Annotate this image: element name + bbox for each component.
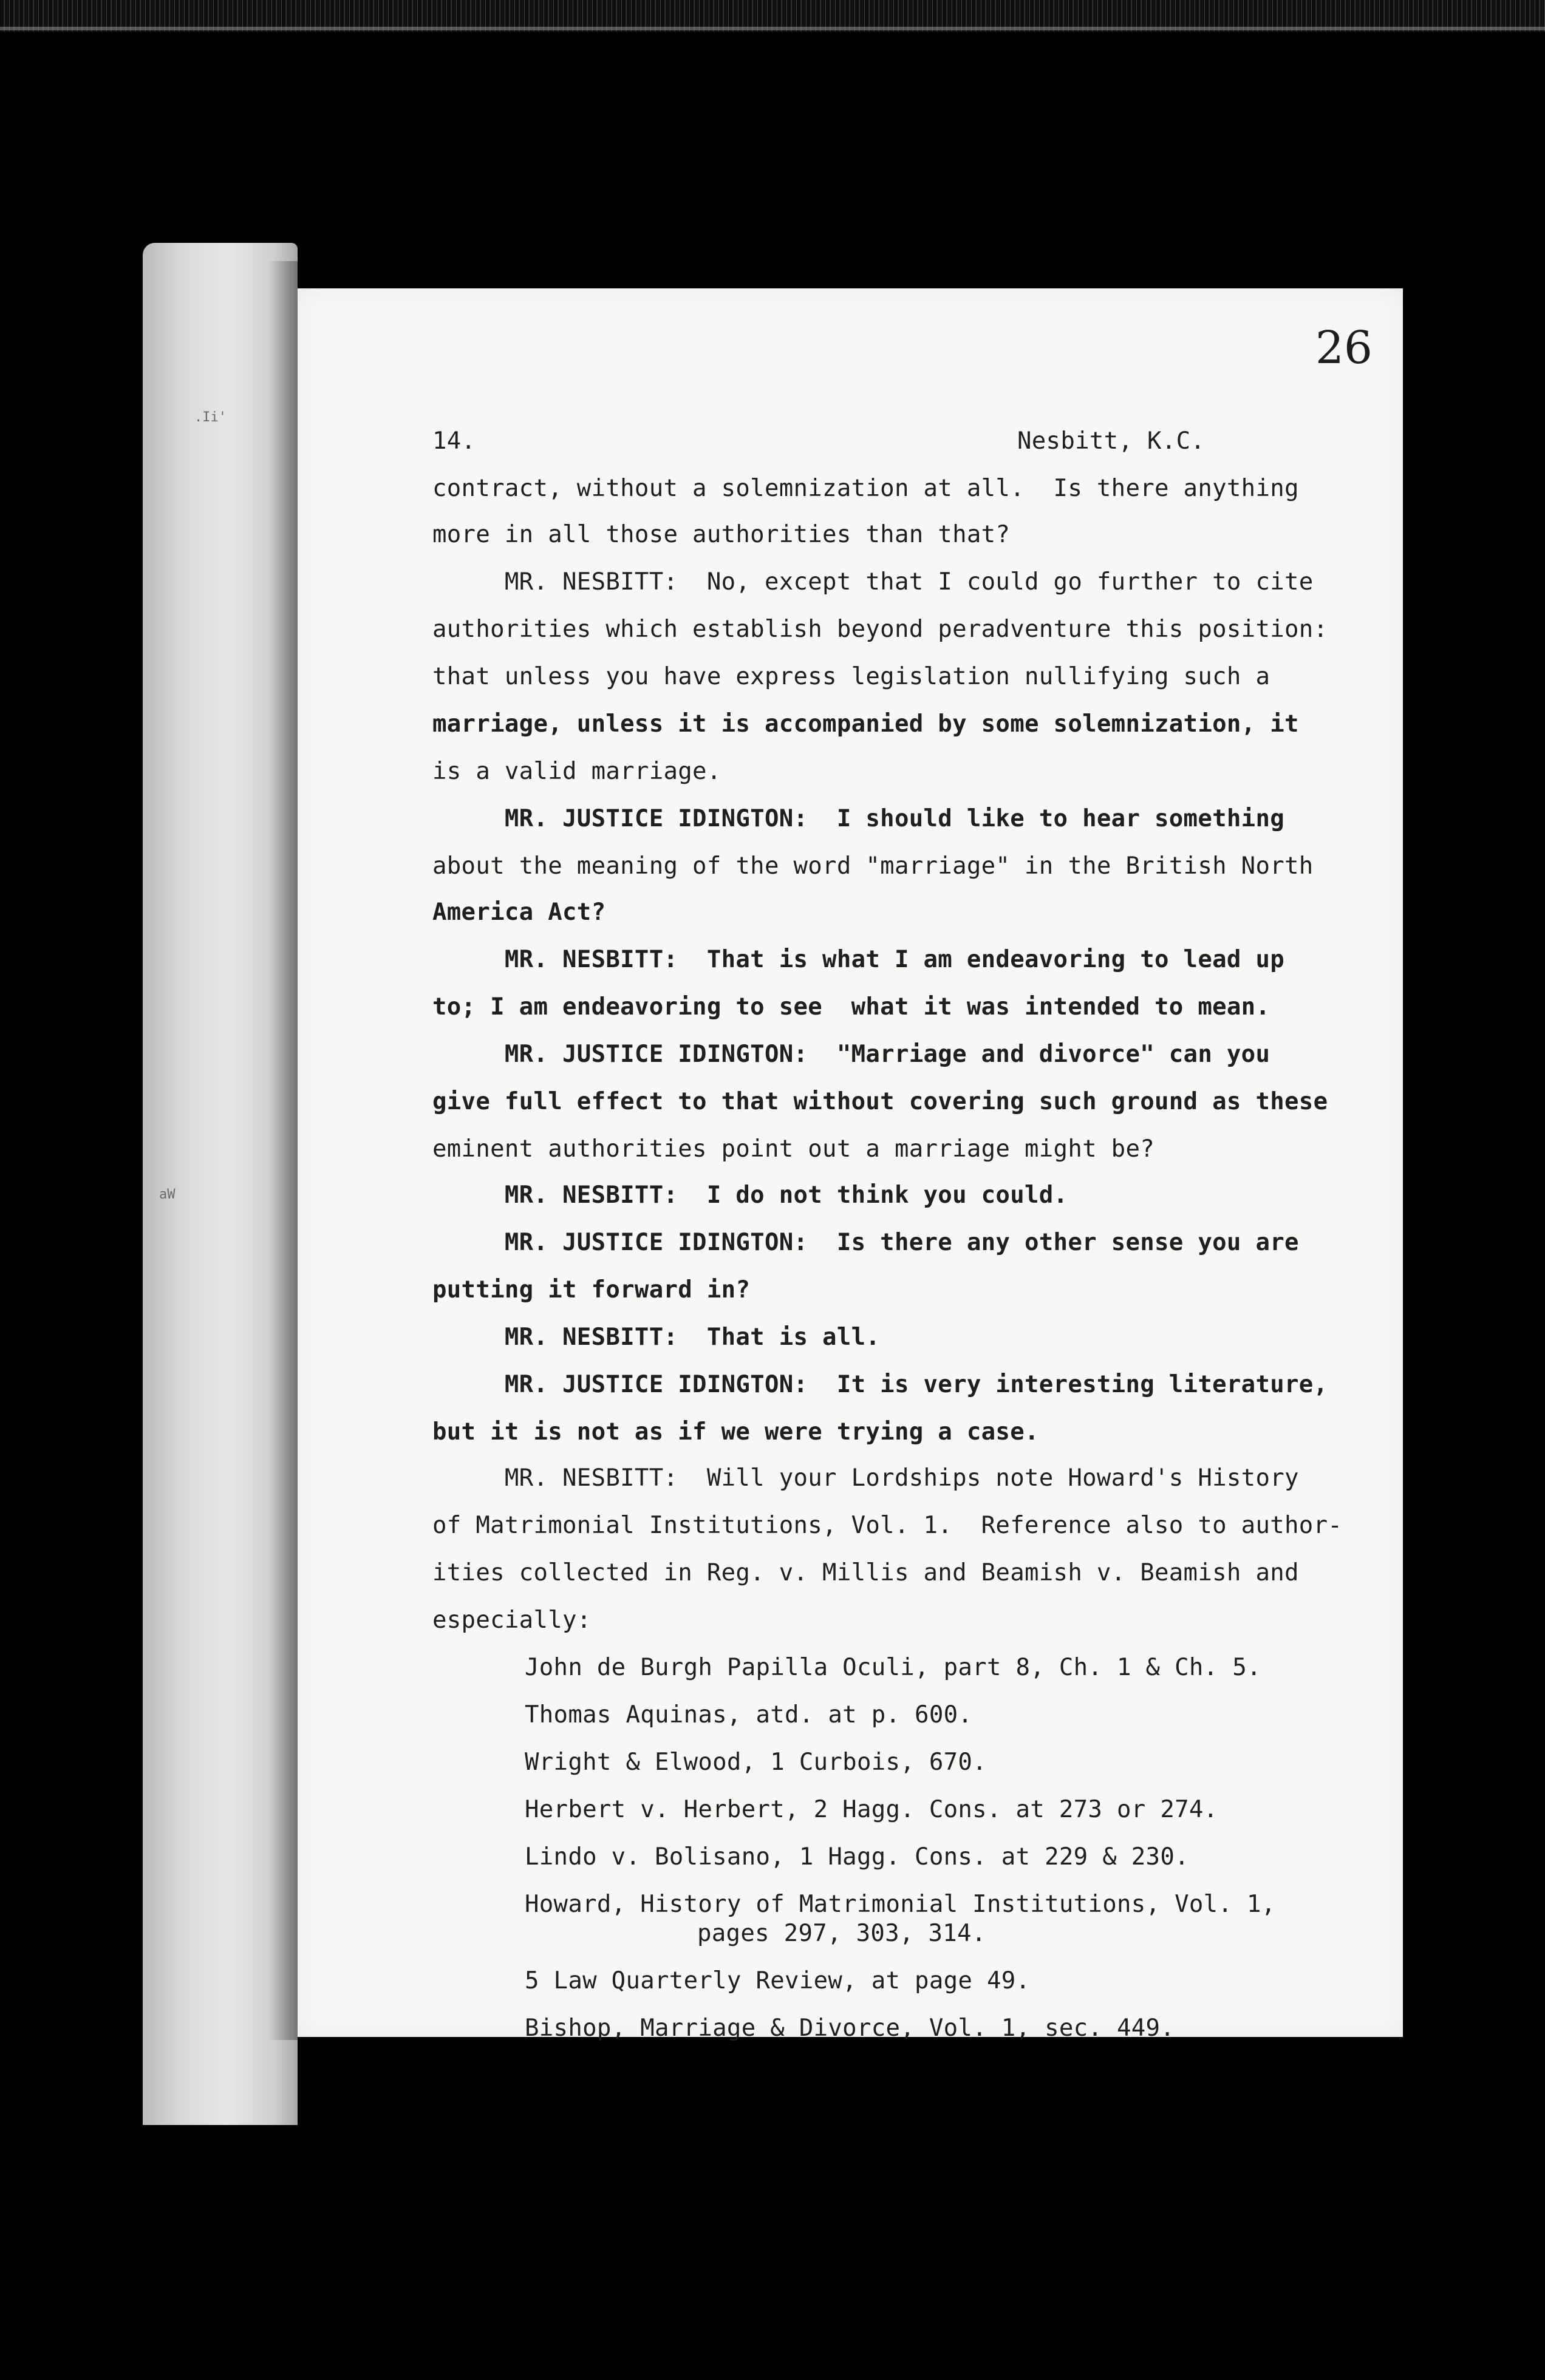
text-line: to; I am endeavoring to see what it was intended to mean. <box>432 993 1270 1021</box>
text-line: but it is not as if we were trying a case. <box>432 1418 1039 1446</box>
text-line: marriage, unless it is accompanied by some solemnization, it <box>432 710 1299 738</box>
text-line: MR. NESBITT: No, except that I could go further to cite <box>432 568 1314 596</box>
text-line: of Matrimonial Institutions, Vol. 1. Reference also to author- <box>432 1512 1343 1539</box>
page-number: 26 <box>1315 322 1373 374</box>
text-line: more in all those authorities than that? <box>432 521 1011 548</box>
text-line: MR. NESBITT: That is all. <box>432 1324 881 1351</box>
text-line: authorities which establish beyond peradventure this position: <box>432 616 1328 643</box>
text-line: MR. NESBITT: That is what I am endeavoring to lead up <box>432 946 1285 973</box>
citation-continued: pages 297, 303, 314. <box>697 1920 986 1947</box>
document-page <box>298 288 1403 2042</box>
text-line: especially: <box>432 1606 592 1634</box>
citation: Wright & Elwood, 1 Curbois, 670. <box>525 1749 987 1776</box>
text-line: America Act? <box>432 899 606 926</box>
text-line: give full effect to that without covering such ground as these <box>432 1088 1328 1115</box>
film-edge-line <box>0 27 1545 30</box>
text-line: MR. NESBITT: I do not think you could. <box>432 1182 1068 1209</box>
left-page-mark: .Ii' <box>194 410 227 425</box>
header-right: Nesbitt, K.C. <box>1017 427 1206 455</box>
text-line: about the meaning of the word "marriage" in the British North <box>432 852 1314 880</box>
film-bottom-area <box>0 2125 1545 2380</box>
text-line: eminent authorities point out a marriage might be? <box>432 1135 1154 1163</box>
citation: Lindo v. Bolisano, 1 Hagg. Cons. at 229 & 230. <box>525 1843 1189 1871</box>
citation: Herbert v. Herbert, 2 Hagg. Cons. at 273 or 274. <box>525 1796 1218 1823</box>
text-line: MR. JUSTICE IDINGTON: "Marriage and divorce" can you <box>432 1041 1270 1068</box>
citation: 5 Law Quarterly Review, at page 49. <box>525 1967 1031 1994</box>
left-page-mark: aW <box>159 1187 176 1202</box>
text-line: is a valid marriage. <box>432 758 721 785</box>
text-line: ities collected in Reg. v. Millis and Beamish v. Beamish and <box>432 1559 1299 1586</box>
text-line: that unless you have express legislation nullifying such a <box>432 663 1270 690</box>
text-line: MR. JUSTICE IDINGTON: Is there any other sense you are <box>432 1229 1299 1256</box>
citation: John de Burgh Papilla Oculi, part 8, Ch. 1 & Ch. 5. <box>525 1654 1261 1681</box>
citation: Howard, History of Matrimonial Institutions, Vol. 1, <box>525 1891 1276 1918</box>
header-left: 14. <box>432 427 476 455</box>
citation: Thomas Aquinas, atd. at p. 600. <box>525 1701 973 1729</box>
text-line: MR. JUSTICE IDINGTON: It is very interesting literature, <box>432 1371 1328 1398</box>
text-line: MR. NESBITT: Will your Lordships note Howard's History <box>432 1464 1299 1492</box>
page-gutter-shadow <box>267 261 301 2040</box>
text-line: MR. JUSTICE IDINGTON: I should like to hear something <box>432 805 1285 832</box>
citation: Bishop, Marriage & Divorce, Vol. 1, sec. 449. <box>525 2014 1175 2042</box>
text-line: contract, without a solemnization at all. Is there anything <box>432 475 1299 502</box>
text-line: putting it forward in? <box>432 1276 751 1304</box>
